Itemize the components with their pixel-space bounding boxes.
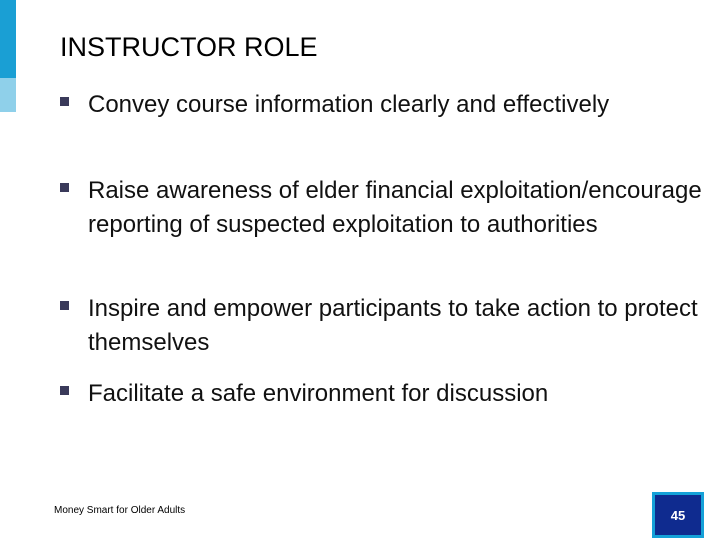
bullet-item bbox=[60, 174, 708, 242]
bullet-text: Convey course information clearly and effectively bbox=[88, 91, 610, 118]
square-bullet-icon bbox=[60, 386, 69, 395]
bullet-item bbox=[60, 377, 708, 411]
bullet-item bbox=[60, 88, 708, 122]
accent-bar-mid bbox=[0, 78, 16, 112]
bullet-text: Raise awareness of elder financial exploitation/encourage reporting of suspected exploitation to authorities bbox=[88, 177, 702, 238]
page-number: 45 bbox=[670, 507, 686, 523]
bullet-text: Facilitate a safe environment for discussion bbox=[88, 380, 549, 407]
bullet-item bbox=[60, 292, 708, 360]
accent-bar-top bbox=[0, 0, 16, 78]
square-bullet-icon bbox=[60, 183, 69, 192]
bullet-text: Inspire and empower participants to take action to protect themselves bbox=[88, 295, 698, 356]
footer-text: Money Smart for Older Adults bbox=[54, 505, 186, 516]
page-number-box bbox=[652, 492, 704, 538]
slide-title: INSTRUCTOR ROLE bbox=[60, 32, 318, 62]
square-bullet-icon bbox=[60, 97, 69, 106]
square-bullet-icon bbox=[60, 301, 69, 310]
